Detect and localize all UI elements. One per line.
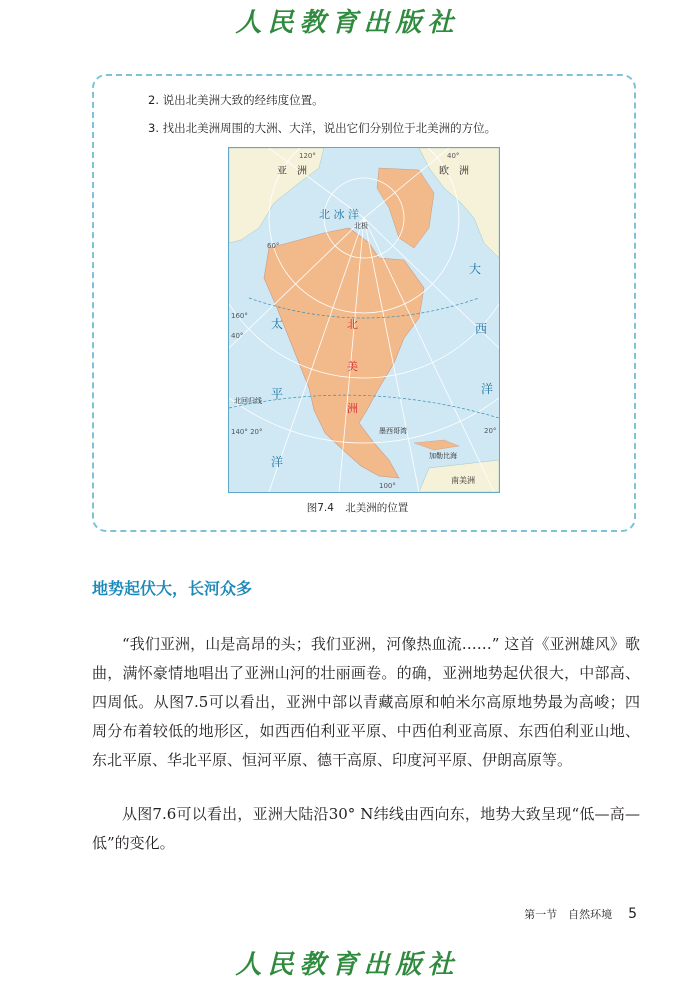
label-pacific-2: 平	[271, 387, 284, 401]
question-3: 3. 找出北美洲周围的大洲、大洋，说出它们分别位于北美洲的方位。	[148, 121, 497, 135]
label-lon-100: 100°	[379, 482, 396, 490]
label-lon-40: 40°	[447, 152, 460, 160]
label-lat-40: 40°	[231, 332, 244, 340]
label-na-3: 洲	[347, 402, 358, 415]
north-america-map	[228, 147, 500, 493]
figure-title: 北美洲的位置	[345, 502, 409, 514]
publisher-logo-top: 人民教育出版社	[235, 8, 460, 38]
publisher-logo-bottom: 人民教育出版社	[235, 950, 460, 980]
figure-number: 图7.4	[306, 502, 334, 514]
label-atlantic-1: 大	[469, 262, 482, 276]
label-europe: 欧 洲	[439, 166, 469, 177]
paragraph-1: “我们亚洲，山是高昂的头；我们亚洲，河像热血流……” 这首《亚洲雄风》歌曲，满怀豪情地唱出了亚洲山河的壮丽画卷。的确，亚洲地势起伏很大，中部高、四周低。从图7.5可以看出，亚洲中部以青藏高原和帕米尔高原地势最为高峻；四周分布着较低的地形区，如西西伯利亚平原、中西伯利亚高原、东西伯利亚山地、东北平原、华北平原、恒河平原、德干高原、印度河平原、伊朗高原等。	[92, 635, 640, 769]
label-lat-60: 60°	[267, 242, 280, 250]
label-north-pole: 北极	[354, 222, 368, 230]
label-caribbean: 加勒比海	[429, 452, 457, 460]
question-2: 2. 说出北美洲大致的经纬度位置。	[148, 93, 324, 107]
label-atlantic-2: 西	[475, 322, 488, 336]
footer-section: 第一节 自然环境	[524, 908, 613, 921]
label-pacific-3: 洋	[271, 455, 284, 469]
paragraph-2: 从图7.6可以看出，亚洲大陆沿30° N纬线由西向东，地势大致呈现“低—高—低”的变化。	[92, 805, 640, 852]
label-atlantic-3: 洋	[481, 382, 494, 396]
page-footer	[524, 906, 637, 922]
label-lon-160: 160°	[231, 312, 248, 320]
label-tropic: 北回归线	[234, 397, 262, 405]
label-asia: 亚 洲	[277, 166, 307, 177]
label-south-america: 南美洲	[451, 476, 475, 485]
label-lat-140-20: 140° 20°	[231, 428, 263, 436]
label-gulf-mexico: 墨西哥湾	[379, 427, 407, 435]
label-arctic-ocean: 北 冰 洋	[319, 208, 359, 221]
label-lat-20: 20°	[484, 427, 497, 435]
label-lon-120: 120°	[299, 152, 316, 160]
label-na-1: 北	[347, 318, 358, 331]
page-number: 5	[628, 906, 637, 922]
label-pacific-1: 太	[271, 317, 284, 331]
figure-caption	[0, 500, 695, 515]
label-na-2: 美	[347, 360, 358, 373]
section-heading: 地势起伏大，长河众多	[92, 579, 253, 598]
